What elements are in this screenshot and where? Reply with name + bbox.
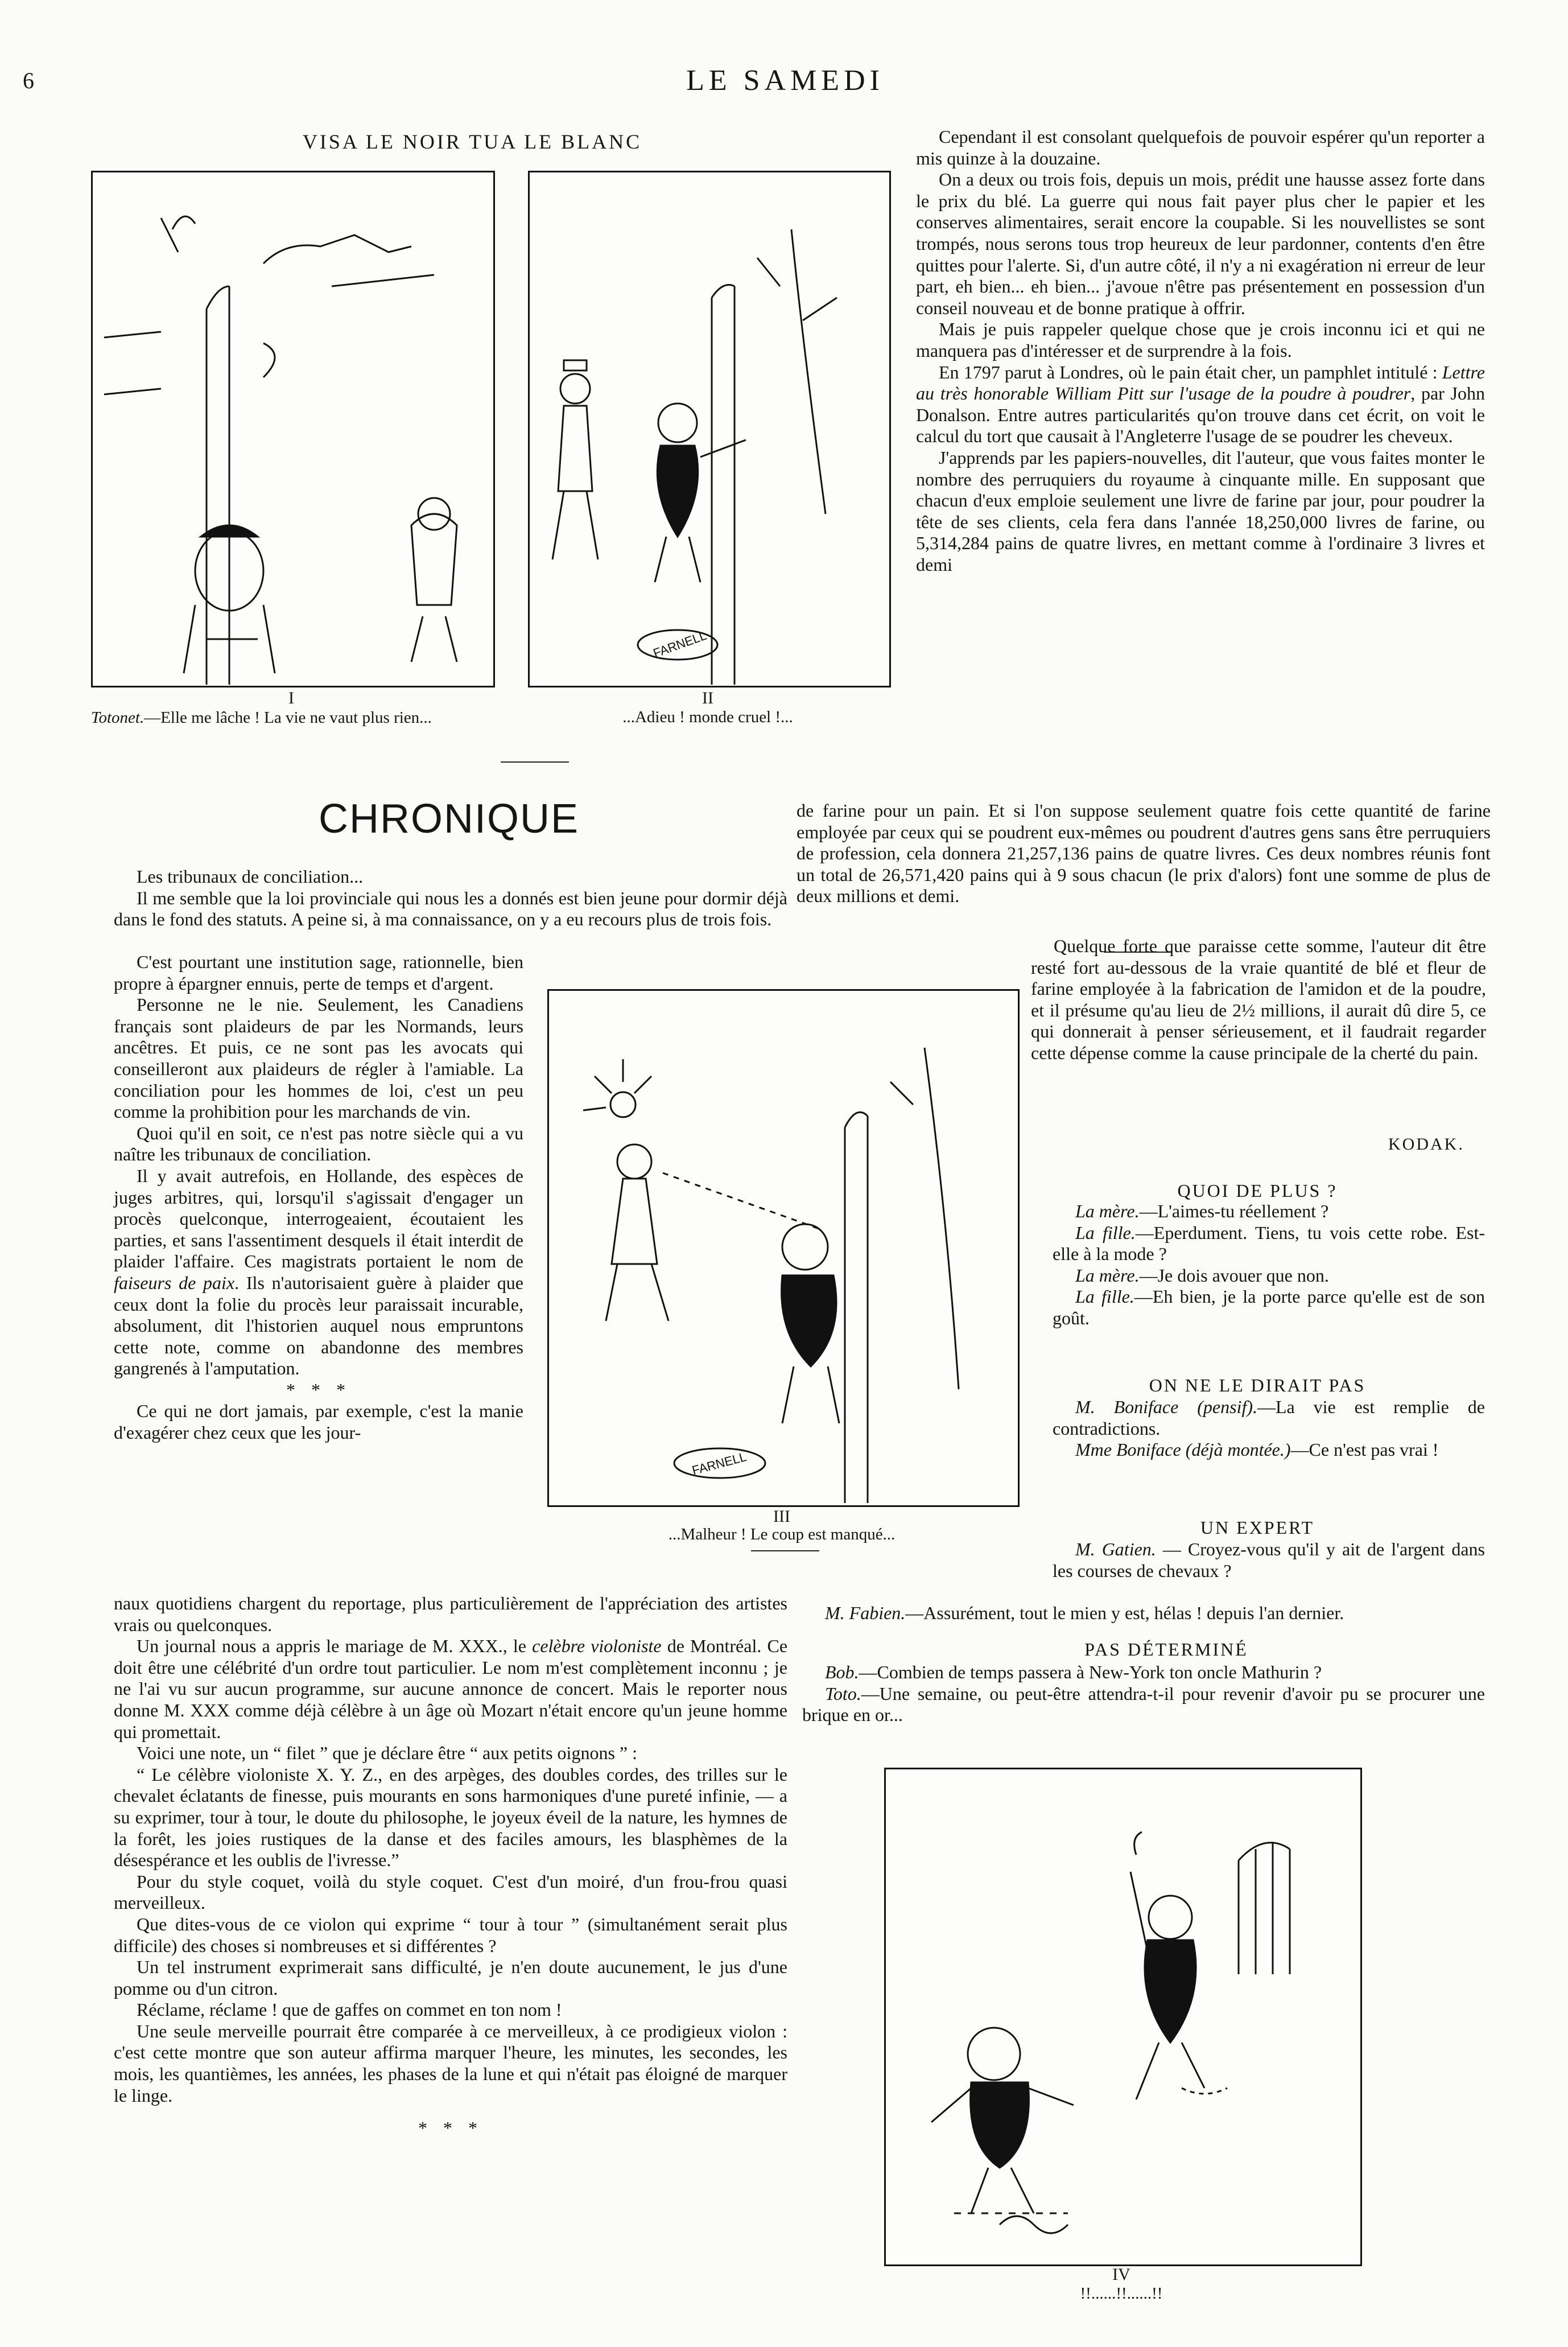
joke-1-line bbox=[1053, 1286, 1485, 1329]
joke-2-line bbox=[1053, 1397, 1485, 1439]
hat-label-2: FARNELL bbox=[651, 628, 709, 661]
right-column-wide bbox=[797, 800, 1491, 907]
chronique-p12: Un tel instrument exprimerait sans difficulté, je n'en doute aucunement, le jus d'une pomme ou d'un citron. bbox=[114, 1957, 787, 1999]
joke-1-speaker: La mère. bbox=[1075, 1265, 1140, 1286]
chronique-p5-a: Il y avait autrefois, en Hollande, des espèces de juges arbitres, qui, lorsqu'il s'agissait d'engager un procès quelconque, interrogeaient, écoutaient les parties, et sans l'assentiment desquels il était interdit de plaider l'affaire. Ces magistrats portaient le nom de bbox=[114, 1165, 523, 1272]
signature: KODAK. bbox=[1388, 1135, 1464, 1154]
chronique-intro: Les tribunaux de conciliation... bbox=[137, 866, 364, 887]
cartoon-panel-3 bbox=[547, 989, 1020, 1507]
joke-4-text: —Une semaine, ou peut-être attendra-t-il pour revenir d'avoir pu se procurer une brique en or... bbox=[802, 1683, 1485, 1726]
joke-3-reply bbox=[802, 1603, 1485, 1624]
cartoon-panel-1 bbox=[91, 171, 495, 687]
cartoon-drawing-1 bbox=[93, 172, 493, 686]
right-column-top bbox=[916, 126, 1485, 575]
panel-1-caption bbox=[91, 708, 501, 727]
joke-1-speaker: La fille. bbox=[1075, 1222, 1136, 1243]
cartoon-strip-title: VISA LE NOIR TUA LE BLANC bbox=[302, 130, 642, 153]
cartoon-drawing-2 bbox=[530, 172, 889, 686]
joke-3-speaker: M. Fabien. bbox=[825, 1603, 906, 1623]
joke-3-speaker: M. Gatien. bbox=[1075, 1539, 1156, 1559]
cartoon-drawing-4 bbox=[886, 1769, 1360, 2264]
panel-1-numeral: I bbox=[288, 689, 294, 707]
right-p5b: de farine pour un pain. Et si l'on suppose seulement quatre fois cette quantité de farine employée par ceux qui se poudrent eux-mêmes ou poudrent d'autres gens sans être perruquiers de profession, cela donnera 21,257,136 pains de quatre livres. Ces deux nombres réunis font un total de 26,571,420 pains qui à 9 sous chacun (le prix d'alors) font une somme de plus de deux millions et demi. bbox=[797, 800, 1491, 907]
right-p1: Cependant il est consolant quelquefois de pouvoir espérer qu'un reporter a mis quinze à la douzaine. bbox=[916, 126, 1485, 168]
joke-1-speaker: La mère. bbox=[1075, 1201, 1140, 1221]
joke-3-line bbox=[802, 1603, 1485, 1624]
joke-1-title: QUOI DE PLUS ? bbox=[1177, 1180, 1338, 1201]
chronique-p5-c: . Ils n'autorisaient guère à plaider que ceux dont la folie du procès leur paraissait incurable, absolument, dit l'historien auquel nous empruntons cette note, comme on abandonne des membres gangrenés à l'amputation. bbox=[114, 1272, 523, 1379]
right-p3: Mais je puis rappeler quelque chose que je crois inconnu ici et qui ne manquera pas d'intéresser et de surprendre à la fois. bbox=[916, 319, 1485, 361]
joke-1-line bbox=[1053, 1222, 1485, 1265]
joke-2 bbox=[1053, 1397, 1485, 1461]
joke-3-text: —Assurément, tout le mien y est, hélas ! depuis l'an dernier. bbox=[905, 1603, 1344, 1623]
cartoon-drawing-3 bbox=[549, 991, 1018, 1505]
chronique-p4: Quoi qu'il en soit, ce n'est pas notre siècle qui a vu naître les tribunaux de conciliation. bbox=[114, 1122, 523, 1165]
joke-1-line bbox=[1053, 1265, 1485, 1287]
right-p6: Quelque forte que paraisse cette somme, l'auteur dit être resté fort au-dessous de la vraie quantité de blé et fleur de farine employée à la fabrication de l'amidon et de la poudre, et il présume qu'au lieu de 2½ millions, il aurait dû dire 5, ce qui donnerait à penser sérieusement, et il faudrait regarder cette dépense comme la cause principale de la cherté du pain. bbox=[1031, 936, 1486, 1063]
chronique-stars: * * * bbox=[286, 1379, 351, 1400]
joke-4-title: PAS DÉTERMINÉ bbox=[1084, 1639, 1248, 1660]
chronique-p2: C'est pourtant une institution sage, rationnelle, bien propre à épargner ennuis, perte de temps et d'argent. bbox=[114, 952, 523, 994]
right-p4-c: , par John Donalson. Entre autres particularités qu'on trouve dans cet écrit, on voit le calcul du tort que causait à l'Angleterre l'usage de se poudrer les cheveux. bbox=[916, 383, 1486, 447]
panel-1-speaker: Totonet. bbox=[91, 709, 145, 727]
joke-1-line bbox=[1053, 1201, 1485, 1222]
right-p4-b: Lettre au très honorable William Pitt sur l'usage de la poudre à poudrer bbox=[916, 361, 1485, 404]
chronique-intro-block bbox=[114, 866, 787, 930]
chronique-heading: CHRONIQUE bbox=[319, 796, 580, 842]
chronique-p3: Personne ne le nie. Seulement, les Canadiens français sont plaideurs de par les Normands, leurs ancêtres. Et puis, ce ne sont pas les avocats qui conseilleront aux plaideurs de régler à l'amiable. La conciliation pour les hommes de loi, c'est un peu comme la prohibition pour les marchands de vin. bbox=[114, 994, 523, 1122]
joke-4-line bbox=[802, 1683, 1485, 1726]
chronique-p7-c: de Montréal. Ce doit être une célébrité d'un ordre tout particulier. Le nom m'est complètement inconnu ; je ne l'ai vu sur aucun programme, sur aucune annonce de concert. Mais le reporter nous donne M. XXX comme déjà célèbre à un âge où Mozart n'était encore qu'un jeune homme qui promettait. bbox=[114, 1636, 788, 1742]
chronique-p8: Voici une note, un “ filet ” que je déclare être “ aux petits oignons ” : bbox=[137, 1743, 637, 1764]
panel-1-text: —Elle me lâche ! La vie ne vaut plus rien... bbox=[144, 709, 432, 727]
cartoon-panel-4 bbox=[884, 1768, 1362, 2266]
joke-3-line bbox=[1053, 1539, 1485, 1582]
chronique-p1: Il me semble que la loi provinciale qui nous les a donnés est bien jeune pour dormir déjà dans le fond des statuts. A peine si, à ma connaissance, on y a eu recours plus de trois fois. bbox=[114, 887, 787, 930]
right-p4 bbox=[916, 362, 1485, 447]
joke-2-text: —Ce n'est pas vrai ! bbox=[1290, 1439, 1439, 1460]
chronique-p7-a: Un journal nous a appris le mariage de M. XXX., le bbox=[137, 1636, 533, 1657]
page-title: LE SAMEDI bbox=[686, 64, 884, 97]
joke-2-speaker: M. Boniface (pensif). bbox=[1075, 1397, 1257, 1417]
joke-2-title: ON NE LE DIRAIT PAS bbox=[1149, 1375, 1366, 1395]
divider bbox=[751, 1550, 819, 1551]
chronique-p7 bbox=[114, 1636, 787, 1743]
joke-1-text: —Eperdument. Tiens, tu vois cette robe. Est-elle à la mode ? bbox=[1053, 1222, 1486, 1265]
right-p4-a: En 1797 parut à Londres, où le pain était cher, un pamphlet intitulé : bbox=[939, 361, 1442, 382]
chronique-p6b: naux quotidiens chargent du reportage, plus particulièrement de l'appréciation des artistes vrais ou quelconques. bbox=[114, 1593, 787, 1635]
joke-2-speaker: Mme Boniface (déjà montée.) bbox=[1075, 1439, 1291, 1460]
panel-2-caption: ...Adieu ! monde cruel !... bbox=[622, 708, 793, 726]
joke-1-text: —Je dois avouer que non. bbox=[1139, 1265, 1329, 1286]
joke-3 bbox=[1053, 1539, 1485, 1582]
chronique-p10: Pour du style coquet, voilà du style coquet. C'est d'un moiré, d'un frou-frou quasi merveilleux. bbox=[114, 1871, 787, 1913]
chronique-p9: “ Le célèbre violoniste X. Y. Z., en des arpèges, des doubles cordes, des trilles sur le chevalet éclatants de finesse, puis mourants en sons harmoniques d'une pureté infinie, — a su exprimer, tour à tour, le doute du philosophe, le joyeux éveil de la nature, les hymnes de la forêt, les joies rustiques de la danse et des faciles amours, les blasphèmes de la désespérance et les oublis de l'ivresse.” bbox=[114, 1764, 787, 1871]
chronique-p13: Réclame, réclame ! que de gaffes on commet en ton nom ! bbox=[137, 1999, 562, 2020]
panel-2-numeral: II bbox=[702, 689, 713, 707]
right-p2: On a deux ou trois fois, depuis un mois, prédit une hausse assez forte dans le prix du blé. La guerre qui nous fait payer plus cher le papier et les conserves alimentaires, serait encore la coupable. Si les nouvellistes se sont trompés, nous serons tous trop heureux de leur pardonner, contents d'en être quittes pour l'alerte. Si, d'un autre côté, il n'y a ni exagération ni erreur de leur part, eh bien... eh bien... j'avoue n'être pas présentement en possession d'un conseil nouveau et de bonne pratique à offrir. bbox=[916, 169, 1485, 318]
chronique-p5-b: faiseurs de paix bbox=[114, 1272, 235, 1293]
chronique-p5 bbox=[114, 1166, 523, 1380]
chronique-column-left bbox=[114, 952, 523, 1444]
right-column-mid bbox=[1031, 936, 1486, 1064]
chronique-continued bbox=[114, 1593, 787, 2139]
panel-3-numeral: III bbox=[773, 1507, 790, 1526]
panel-3-caption: ...Malheur ! Le coup est manqué... bbox=[668, 1525, 896, 1543]
joke-4 bbox=[802, 1662, 1485, 1726]
chronique-p6a: Ce qui ne dort jamais, par exemple, c'est la manie d'exagérer chez ceux que les jour- bbox=[114, 1401, 523, 1443]
joke-4-text: —Combien de temps passera à New-York ton oncle Mathurin ? bbox=[859, 1662, 1322, 1682]
joke-1-text: —Eh bien, je la porte parce qu'elle est de son goût. bbox=[1053, 1286, 1486, 1328]
cartoon-panel-2 bbox=[528, 171, 891, 687]
right-p5a: J'apprends par les papiers-nouvelles, dit l'auteur, que vous faites monter le nombre des perruquiers du royaume à cinquante mille. En supposant que chacun d'eux emploie seulement une livre de farine par jour, pour poudrer la tête de ses clients, cela fera dans l'année 18,250,000 livres de farine, ou 5,314,284 pains de quatre livres, en mettant comme à l'ordinaire 3 livres et demi bbox=[916, 447, 1485, 575]
chronique-p14: Une seule merveille pourrait être comparée à ce merveilleux, à ce prodigieux violon : c'est cette montre que son auteur affirma marquer l'heure, les minutes, les secondes, les mois, les quantièmes, les années, les phases de la lune et qui n'était pas éloigné de marquer le linge. bbox=[114, 2020, 787, 2106]
chronique-p11: Que dites-vous de ce violon qui exprime “ tour à tour ” (simultanément serait plus difficile) des choses si nombreuses et si différentes ? bbox=[114, 1913, 787, 1956]
panel-4-numeral: IV bbox=[1112, 2265, 1130, 2284]
joke-3-text: — Croyez-vous qu'il y ait de l'argent dans les courses de chevaux ? bbox=[1053, 1539, 1486, 1581]
joke-1-text: —L'aimes-tu réellement ? bbox=[1139, 1201, 1329, 1221]
joke-2-line bbox=[1053, 1439, 1485, 1461]
joke-4-line bbox=[802, 1662, 1485, 1683]
page-number: 6 bbox=[23, 68, 34, 93]
joke-3-title: UN EXPERT bbox=[1200, 1517, 1315, 1538]
joke-1-speaker: La fille. bbox=[1075, 1286, 1134, 1307]
joke-4-speaker: Bob. bbox=[825, 1662, 859, 1682]
divider bbox=[501, 761, 569, 763]
joke-4-speaker: Toto. bbox=[825, 1683, 861, 1704]
chronique-p7-b: celèbre violoniste bbox=[532, 1636, 662, 1657]
chronique-end-stars: * * * bbox=[418, 2118, 483, 2139]
hat-label-3: FARNELL bbox=[690, 1450, 748, 1478]
panel-4-caption: !!......!!......!! bbox=[1080, 2284, 1163, 2303]
joke-2-text: —La vie est remplie de contradictions. bbox=[1053, 1397, 1485, 1439]
joke-1 bbox=[1053, 1201, 1485, 1329]
